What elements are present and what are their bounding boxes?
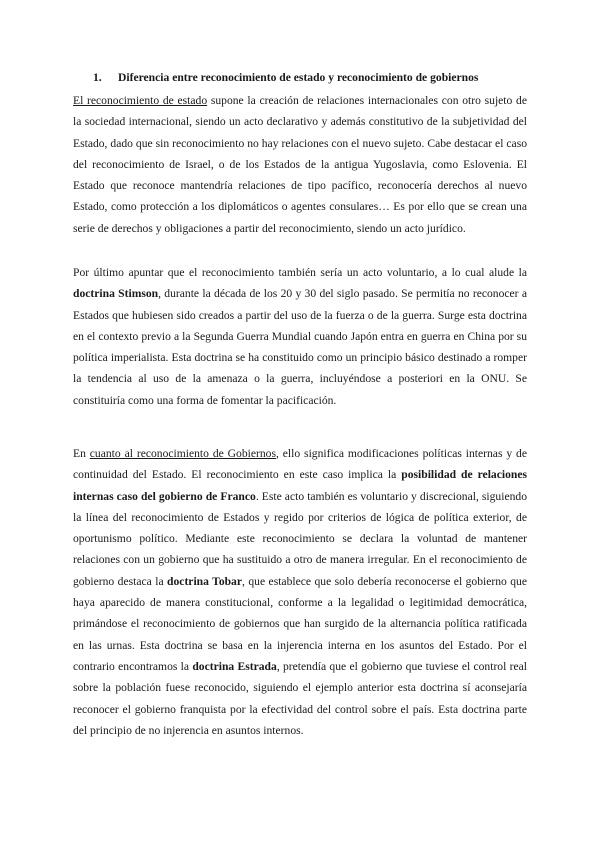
paragraph-state-recognition <box>73 90 527 239</box>
section-title: Diferencia entre reconocimiento de estado y reconocimiento de gobiernos <box>118 71 479 84</box>
paragraph-text: . Este acto también es voluntario y discrecional, siguiendo la línea del reconocimiento de Estados y regido por criterios de lógica de política exterior, de oportunismo político. Mediante este reconocimiento se declara la voluntad de mantener relaciones con un gobierno que ha sustituido a otro de manera irregular. En el reconocimiento de gobierno destaca la <box>73 489 527 588</box>
paragraph-text: Por último apuntar que el reconocimiento también sería un acto voluntario, a lo cual alude la <box>73 266 527 279</box>
paragraph-text: En <box>73 447 90 460</box>
section-number: 1. <box>93 71 102 84</box>
term-stimson-doctrine: doctrina Stimson <box>73 287 159 301</box>
paragraph-text: supone la creación de relaciones internacionales con otro sujeto de la sociedad internacional, siendo un acto declarativo y además constitutivo de la subjetividad del Estado, dado que sin reconocimiento no hay relaciones con el nuevo sujeto. Cabe destacar el caso del reconocimiento de Israel, o de los Estados de la antigua Yugoslavia, como Eslovenia. El Estado que reconoce mantendría relaciones de tipo pacífico, reconocería derechos al nuevo Estado, como protección a los diplomáticos o agentes consulares… Es por ello que se crean una serie de derechos y obligaciones a partir del reconocimiento, siendo un acto jurídico. <box>73 94 527 235</box>
paragraph-government-recognition <box>73 443 527 741</box>
term-government-recognition: cuanto al reconocimiento de Gobiernos <box>89 447 276 460</box>
paragraph-stimson-doctrine <box>73 262 527 411</box>
term-state-recognition: El reconocimiento de estado <box>73 94 208 107</box>
paragraph-text: , que establece que solo debería reconocerse el gobierno que haya aparecido de manera constitucional, conforme a la legalidad o legitimidad democrática, primándose el reconocimiento de gobiernos que han surgido de la alternancia política ratificada en las urnas. Esta doctrina se basa en la injerencia interna en los asuntos del Estado. Por el contrario encontramos la <box>73 574 528 673</box>
paragraph-text: , pretendía que el gobierno que tuviese el control real sobre la población fuese reconocido, siguiendo el ejemplo anterior esta doctrina sí aconsejaría reconocer el gobierno franquista por la efectividad del control sobre el país. Esta doctrina parte del principio de no injerencia en asuntos internos. <box>73 659 527 737</box>
paragraph-text: , durante la década de los 20 y 30 del siglo pasado. Se permitía no reconocer a Estados que hubiesen sido creados a partir del uso de la fuerza o de la guerra. Surge esta doctrina en el contexto previo a la Segunda Guerra Mundial cuando Japón entra en guerra en China por su política imperialista. Esta doctrina se ha constituido como un principio básico destinado a romper la tendencia al uso de la amenaza o la guerra, incluyéndose a posteriori en la ONU. Se constituiría como una forma de fomentar la pacificación. <box>73 287 527 407</box>
paragraph-text: , ello significa modificaciones políticas internas y de continuidad del Estado. El reconocimiento en este caso implica la <box>73 447 527 482</box>
term-tobar-doctrine: doctrina Tobar <box>167 574 243 588</box>
term-franco-relations: posibilidad de relaciones internas caso del gobierno de Franco <box>73 468 527 503</box>
section-heading <box>93 70 533 86</box>
term-estrada-doctrine: doctrina Estrada <box>192 659 277 673</box>
